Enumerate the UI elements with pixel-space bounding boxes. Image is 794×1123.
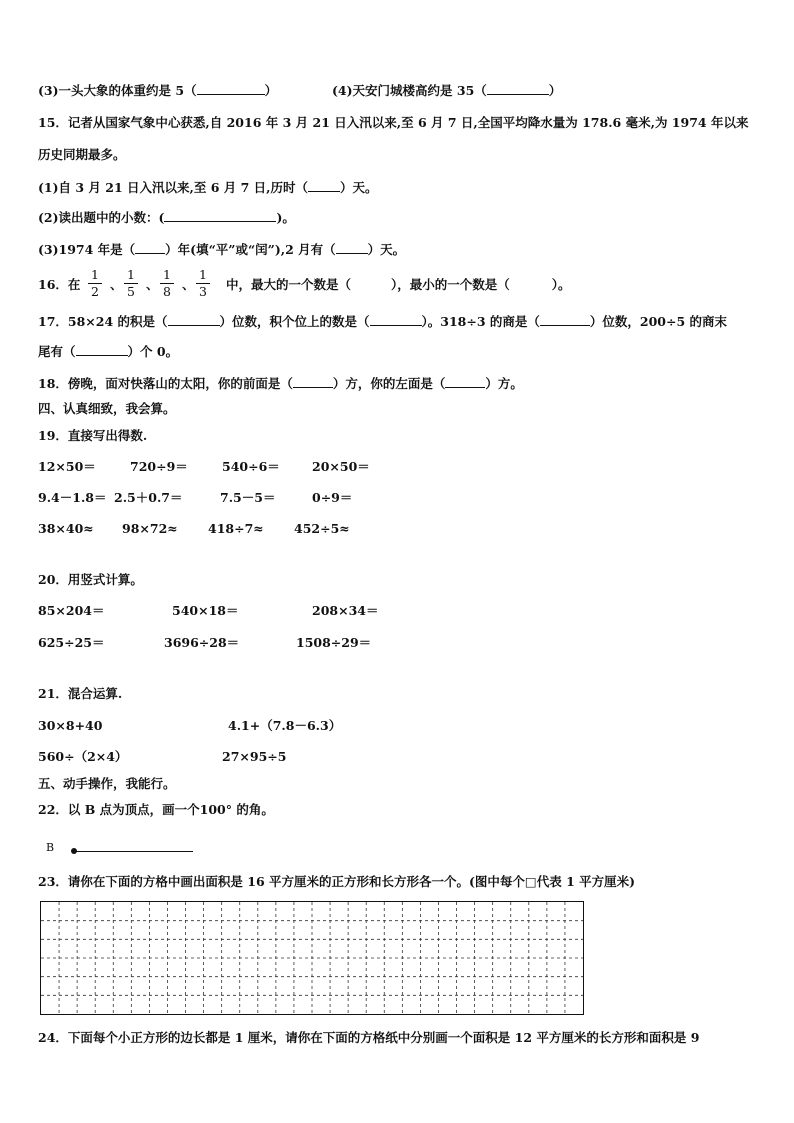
q19-item: 7.5－5＝ [220,490,276,505]
fraction-3: 1 8 [160,268,174,299]
q19-item: 12×50＝ [38,459,96,474]
q20-item: 1508÷29＝ [296,635,372,650]
q14-part3: (3)一头大象的体重约是 5（ ） [38,83,278,98]
q24-text: 24．下面每个小正方形的边长都是 1 厘米，请你在下面的方格纸中分别画一个面积是 12 平方厘米的长方形和面积是 9 [38,1030,700,1045]
q21-item: 560÷（2×4） [38,749,128,764]
q20-item: 208×34＝ [312,603,379,618]
q19-item: 98×72≈ [122,521,178,536]
section-4-heading: 四、认真细致，我会算。 [38,401,176,416]
q14-part4: (4)天安门城楼高约是 35（ ） [332,83,562,98]
q19-title: 19．直接写出得数. [38,428,148,443]
answer-blank[interactable] [168,313,220,326]
q19-item: 38×40≈ [38,521,94,536]
q19-item: 720÷9＝ [130,459,188,474]
point-b-label: B [46,841,55,854]
q16-prefix: 16．在 [38,277,81,292]
grid-lines [41,902,583,1014]
q17-line1: 17．58×24 的积是（ ）位数，积个位上的数是（ ）。318÷3 的商是（ ）位数，200÷5 的商末 [38,314,728,329]
q19-item: 540÷6＝ [222,459,280,474]
q19-item: 9.4－1.8＝ [38,490,107,505]
drawing-grid[interactable] [40,901,584,1015]
q21-title: 21．混合运算. [38,686,123,701]
q15-sub1: (1)自 3 月 21 日入汛以来,至 6 月 7 日,历时（ ）天。 [38,180,378,195]
answer-blank[interactable] [197,82,265,95]
q20-item: 85×204＝ [38,603,105,618]
q15-line2: 历史同期最多。 [38,147,126,162]
answer-blank[interactable] [76,343,128,356]
answer-blank[interactable] [370,313,422,326]
separator: 、 [146,277,159,292]
q21-item: 4.1+（7.8－6.3） [228,718,342,733]
answer-blank[interactable] [164,209,276,222]
answer-blank[interactable] [135,241,165,254]
q21-item: 30×8+40 [38,718,103,733]
q20-title: 20．用竖式计算。 [38,572,143,587]
fraction-2: 1 5 [124,268,138,299]
q19-item: 0÷9＝ [312,490,353,505]
answer-blank[interactable] [308,179,340,192]
separator: 、 [110,277,123,292]
answer-blank[interactable] [445,375,485,388]
q20-item: 625÷25＝ [38,635,105,650]
q18: 18．傍晚，面对快落山的太阳，你的前面是（ ）方，你的左面是（ ）方。 [38,376,523,391]
q19-item: 2.5＋0.7＝ [114,490,183,505]
q22-text: 22．以 B 点为顶点，画一个100° 的角。 [38,802,274,817]
answer-blank[interactable] [540,313,590,326]
q20-item: 3696÷28＝ [164,635,240,650]
q19-item: 452÷5≈ [294,521,350,536]
q17-line2: 尾有（ ）个 0。 [38,344,179,359]
answer-blank[interactable] [336,241,368,254]
fraction-4: 1 3 [196,268,210,299]
fraction-1: 1 2 [88,268,102,299]
q15-sub3: (3)1974 年是（ ）年(填“平”或“闰”),2 月有（ ）天。 [38,242,406,257]
q15-sub2: (2)读出题中的小数：( )。 [38,210,295,225]
q23-text: 23．请你在下面的方格中画出面积是 16 平方厘米的正方形和长方形各一个。(图中每个□代表 1 平方厘米) [38,874,636,889]
section-5-heading: 五、动手操作，我能行。 [38,776,176,791]
q20-item: 540×18＝ [172,603,239,618]
answer-blank[interactable] [487,82,549,95]
q21-item: 27×95÷5 [222,749,287,764]
q16-text: 中，最大的一个数是（ ），最小的一个数是（ ）。 [226,277,571,292]
answer-blank[interactable] [293,375,333,388]
q19-item: 418÷7≈ [208,521,264,536]
ray-line [73,851,193,852]
separator: 、 [182,277,195,292]
q19-item: 20×50＝ [312,459,370,474]
q15-line1: 15．记者从国家气象中心获悉,自 2016 年 3 月 21 日入汛以来,至 6 月 7 日,全国平均降水量为 178.6 毫米,为 1974 年以来 [38,115,749,130]
